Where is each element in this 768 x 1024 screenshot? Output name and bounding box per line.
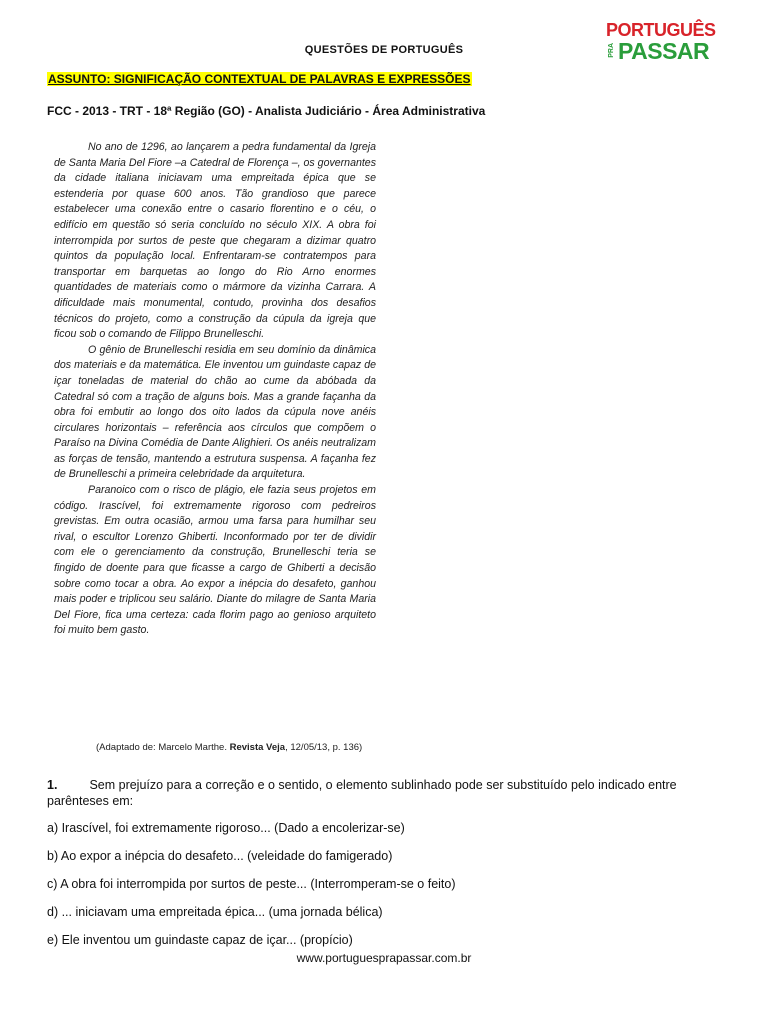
page-header: QUESTÕES DE PORTUGUÊS — [304, 44, 464, 56]
option-c: c) A obra foi interrompida por surtos de peste... (Interromperam-se o feito) — [47, 877, 456, 891]
logo-bottom-text: PASSAR — [618, 38, 710, 64]
source-suffix: , 12/05/13, p. 136) — [285, 742, 363, 753]
question-number: 1. — [47, 778, 58, 792]
option-d: d) ... iniciavam uma empreitada épica... (uma jornada bélica) — [47, 905, 383, 919]
passage-paragraph: O gênio de Brunelleschi residia em seu domínio da dinâmica dos materiais e da matemática. Ele inventou um guindaste capaz de içar toneladas de material do chão ao cume da abóbada da Catedral só com a tração de alguns bois. Mas a grande façanha da obra foi embutir ao longo dos oito lados da cúpula nove anéis circulares horizontais – referência aos círculos que compõem o Paraíso na Divina Comédia de Dante Alighieri. Os anéis neutralizam as forças de tensão, mantendo a estrutura suspensa. A façanha fez de Brunelleschi a primeira celebridade da arquitetura. — [54, 343, 376, 481]
source-prefix: (Adaptado de: Marcelo Marthe. — [96, 742, 230, 753]
passage-paragraph: Paranoico com o risco de plágio, ele fazia seus projetos em código. Irascível, foi extremamente rigoroso com pedreiros grevistas. Em outra ocasião, armou uma farsa para humilhar seu rival, o escultor Lorenzo Ghiberti. Inconformado por ter de dividir com ele o gerenciamento da construção, Brunelleschi teria se fingido de doente para que ficasse a cargo de Ghiberti a decisão sobre como tocar a obra. Ao expor a inépcia do desafeto, ganhou mais poder e triplicou seu salário. Diante do milagre de Santa Maria Del Fiore, fica uma certeza: cada florim pago ao genioso arquiteto foi muito bem gasto. — [54, 484, 376, 637]
option-b: b) Ao expor a inépcia do desafeto... (veleidade do famigerado) — [47, 849, 393, 863]
option-e: e) Ele inventou um guindaste capaz de içar... (propício) — [47, 933, 353, 947]
footer-url: www.portuguesprapassar.com.br — [296, 951, 472, 965]
subject-heading: ASSUNTO: SIGNIFICAÇÃO CONTEXTUAL DE PALAVRAS E EXPRESSÕES — [48, 72, 471, 86]
passage-paragraph: No ano de 1296, ao lançarem a pedra fundamental da Igreja de Santa Maria Del Fiore –a Catedral de Florença –, os governantes da cidade italiana iniciavam uma empreitada épica que se estenderia por quase 600 anos. Tão grandioso que parece estabelecer uma conexão entre o casario florentino e o céu, o edifício em questão só seria concluído no século XIX. A obra foi interrompida por surtos de peste que chegaram a dizimar quatro quintos da população local. Enfrentaram-se contratempos para transportar em barquetas ao longo do Rio Arno enormes quantidades de materiais como o mármore da vizinha Carrara. A dificuldade mais monumental, contudo, provinha dos desafios técnicos do projeto, como a construção da cúpula da igreja que ficou sob o comando de Filippo Brunelleschi. — [54, 141, 376, 341]
passage-text — [54, 140, 376, 639]
logo-top-text: PORTUGUÊS — [606, 20, 716, 40]
passage-source — [96, 742, 362, 753]
option-a: a) Irascível, foi extremamente rigoroso... (Dado a encolerizar-se) — [47, 821, 405, 835]
source-magazine: Revista Veja — [229, 742, 286, 753]
question-text: Sem prejuízo para a correção e o sentido, o elemento sublinhado pode ser substituído pelo indicado entre parênteses em: — [47, 778, 677, 808]
exam-title: FCC - 2013 - TRT - 18ª Região (GO) - Analista Judiciário - Área Administrativa — [47, 104, 486, 118]
logo-side-text: PRA — [608, 43, 615, 58]
question-stem — [47, 777, 727, 809]
